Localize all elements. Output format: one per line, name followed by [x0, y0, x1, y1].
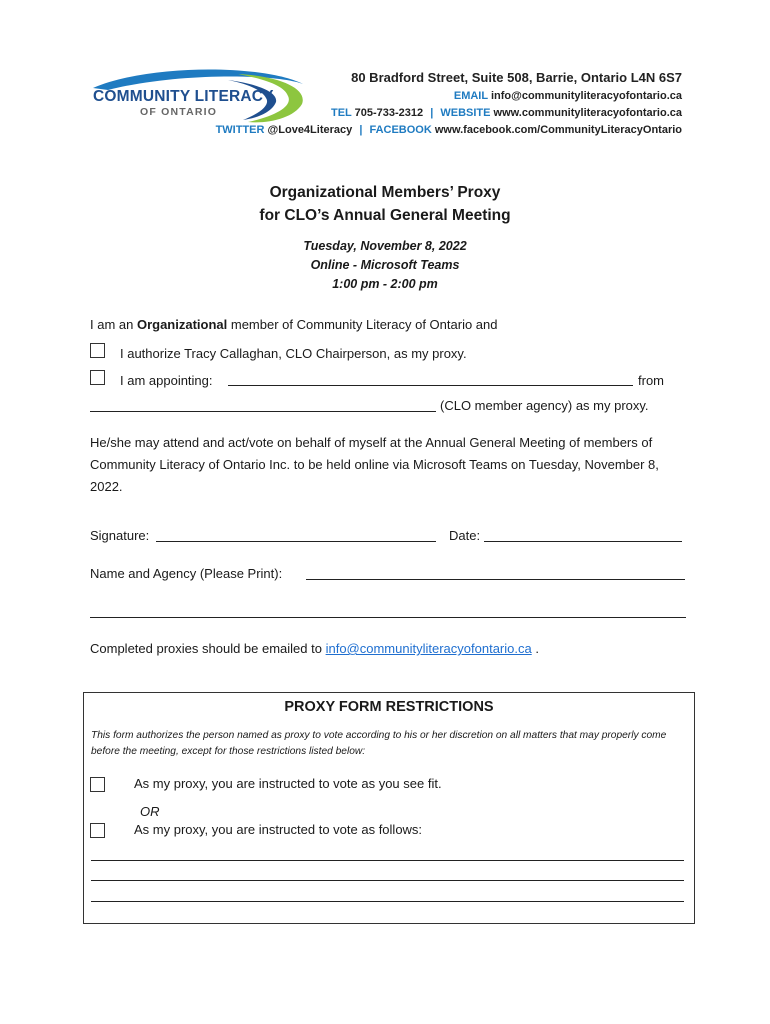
logo-text-secondary: OF ONTARIO: [140, 106, 218, 118]
intro-suffix: member of Community Literacy of Ontario and: [227, 317, 498, 332]
facebook-label: FACEBOOK: [369, 124, 432, 136]
document-title-line2: for CLO’s Annual General Meeting: [259, 207, 511, 224]
intro-prefix: I am an: [90, 317, 137, 332]
email-label: EMAIL: [453, 90, 488, 102]
completion-instruction: [90, 641, 539, 656]
facebook-value[interactable]: www.facebook.com/CommunityLiteracyOntario: [434, 124, 682, 136]
submission-email-link[interactable]: info@communityliteracyofontario.ca: [325, 641, 532, 656]
date-field[interactable]: [484, 541, 682, 542]
organization-address: 80 Bradford Street, Suite 508, Barrie, Ontario L4N 6S7: [351, 70, 682, 85]
tel-value: 705-733-2312: [354, 107, 424, 119]
from-label: from: [638, 373, 664, 388]
voting-instructions-line-3[interactable]: [91, 901, 684, 902]
website-value[interactable]: www.communityliteracyofontario.ca: [493, 107, 682, 119]
signature-label: Signature:: [90, 528, 150, 543]
email-value[interactable]: info@communityliteracyofontario.ca: [490, 90, 682, 102]
appoint-proxy-checkbox[interactable]: [90, 370, 105, 385]
website-label: WEBSITE: [440, 107, 491, 119]
name-agency-field-continued[interactable]: [90, 617, 686, 618]
meeting-location: Online - Microsoft Teams: [310, 258, 460, 272]
authorize-chair-checkbox[interactable]: [90, 343, 105, 358]
intro-statement: [90, 317, 498, 332]
vote-instructed-checkbox[interactable]: [90, 823, 105, 838]
proxy-name-field[interactable]: [228, 385, 633, 386]
or-label: OR: [140, 804, 160, 819]
intro-membership-type: Organizational: [136, 317, 228, 332]
voting-instructions-line-2[interactable]: [91, 880, 684, 881]
voting-instructions-line-1[interactable]: [91, 860, 684, 861]
tel-label: TEL: [330, 107, 352, 119]
completion-prefix: Completed proxies should be emailed to: [90, 641, 326, 656]
vote-discretion-checkbox[interactable]: [90, 777, 105, 792]
signature-field[interactable]: [156, 541, 436, 542]
date-label: Date:: [449, 528, 481, 543]
twitter-value[interactable]: @Love4Literacy: [267, 124, 353, 136]
twitter-label: TWITTER: [215, 124, 265, 136]
appoint-proxy-label: I am appointing:: [120, 373, 213, 388]
contact-phone-website-line: [331, 107, 682, 119]
name-agency-label: Name and Agency (Please Print):: [90, 566, 283, 581]
authorize-chair-label: I authorize Tracy Callaghan, CLO Chairperson, as my proxy.: [120, 346, 467, 361]
member-agency-label: (CLO member agency) as my proxy.: [440, 398, 649, 413]
name-agency-field[interactable]: [306, 579, 685, 580]
separator: |: [430, 107, 434, 119]
authorization-paragraph: He/she may attend and act/vote on behalf of myself at the Annual General Meeting of members of Community Literacy of Ontario Inc. to be held online via Microsoft Teams on Tuesday, November 8, 2022.: [90, 435, 659, 494]
restrictions-description: This form authorizes the person named as proxy to vote according to his or her discretion on all matters that may properly come before the meeting, except for those restrictions listed below:: [91, 730, 667, 757]
completion-suffix: .: [531, 641, 539, 656]
proxy-restrictions-box: [83, 692, 695, 924]
document-title-line1: Organizational Members’ Proxy: [269, 184, 501, 201]
vote-instructed-label: As my proxy, you are instructed to vote as follows:: [134, 822, 423, 837]
vote-discretion-label: As my proxy, you are instructed to vote as you see fit.: [134, 776, 442, 791]
meeting-time: 1:00 pm - 2:00 pm: [332, 277, 438, 291]
contact-email-line: [454, 90, 682, 102]
logo-text-primary: COMMUNITY LITERACY: [93, 88, 274, 105]
meeting-date: Tuesday, November 8, 2022: [303, 239, 467, 253]
contact-social-line: [216, 124, 682, 136]
restrictions-title: PROXY FORM RESTRICTIONS: [284, 699, 494, 715]
member-agency-field[interactable]: [90, 411, 436, 412]
separator: |: [359, 124, 363, 136]
